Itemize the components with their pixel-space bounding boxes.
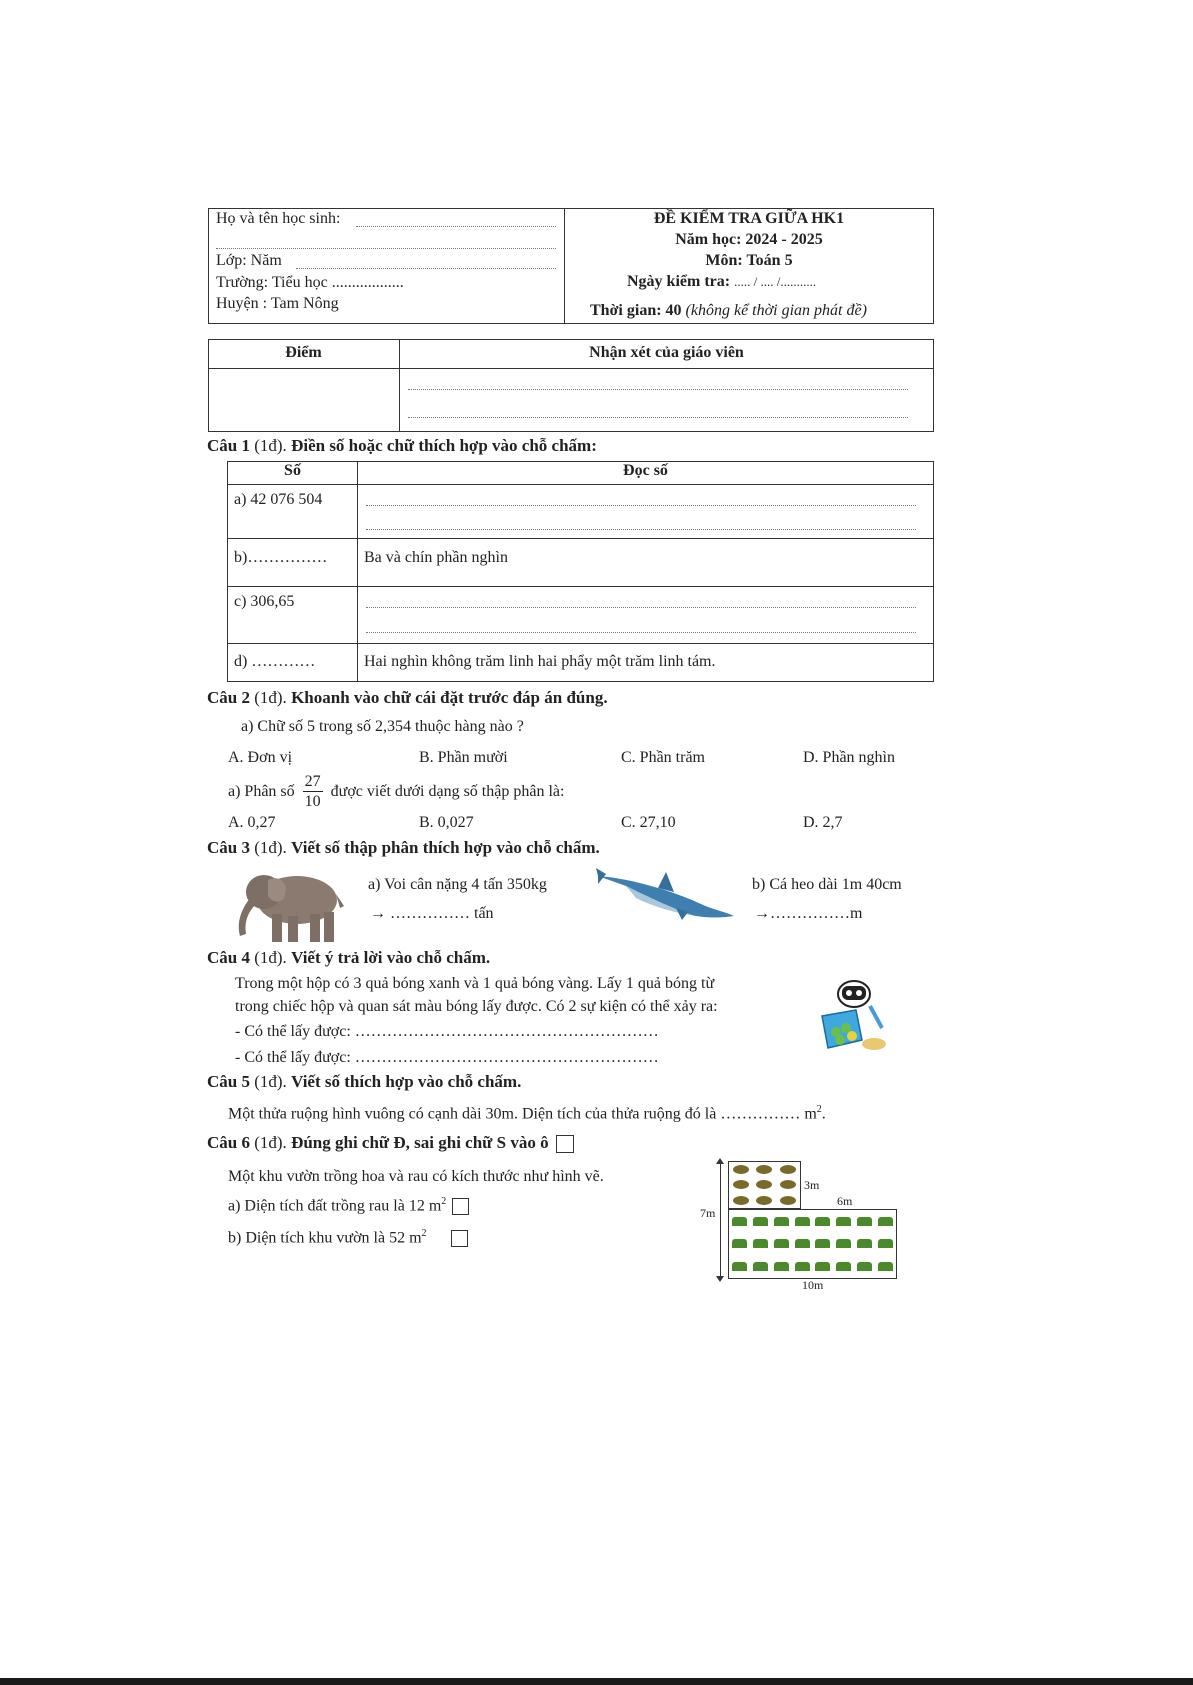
- table-row: [228, 539, 934, 587]
- vegetable-plot: [728, 1209, 897, 1279]
- student-name-line-2: [216, 248, 556, 249]
- test-date-value: ..... / .... /...........: [734, 274, 817, 289]
- q1-row-b-reading: Ba và chín phần nghìn: [358, 539, 934, 587]
- test-date: [627, 273, 816, 291]
- vegetable-icon: [878, 1239, 893, 1248]
- comment-line-2: [408, 417, 908, 418]
- score-header: Điểm: [285, 344, 322, 361]
- vegetable-icon: [774, 1262, 789, 1271]
- comment-line-1: [408, 389, 908, 390]
- flower-plot: [728, 1161, 801, 1209]
- height-arrow-head-bottom: [716, 1276, 724, 1282]
- flower-icon: [780, 1196, 796, 1205]
- q3-heading: [207, 838, 600, 858]
- answer-line: [366, 632, 916, 633]
- school-label: Trường: Tiểu học ..................: [216, 274, 404, 291]
- vegetable-icon: [857, 1262, 872, 1271]
- subject: Môn: Toán 5: [705, 252, 793, 269]
- q4-line-1: Trong một hộp có 3 quả bóng xanh và 1 quả bóng vàng. Lấy 1 quả bóng từ: [235, 975, 715, 992]
- vegetable-icon: [795, 1239, 810, 1248]
- vegetable-icon: [815, 1217, 830, 1226]
- q6-instruction: Đúng ghi chữ Đ, sai ghi chữ S vào ô: [291, 1133, 549, 1152]
- q6-b-text: b) Diện tích khu vườn là 52 m: [228, 1229, 422, 1247]
- q1-col-reading: Đọc số: [358, 462, 934, 485]
- bottom-edge-strip: [0, 1678, 1193, 1685]
- flower-icon: [756, 1196, 772, 1205]
- vegetable-icon: [836, 1217, 851, 1226]
- vegetable-icon: [836, 1262, 851, 1271]
- student-name-line: [356, 226, 556, 227]
- q2-points: (1đ).: [254, 688, 287, 707]
- q4-line-2: trong chiếc hộp và quan sát màu bóng lấy được. Có 2 sự kiện có thể xảy ra:: [235, 998, 718, 1015]
- vegetable-icon: [857, 1239, 872, 1248]
- flower-icon: [756, 1165, 772, 1174]
- robot-box-image: [812, 976, 892, 1056]
- q5-end: .: [821, 1105, 826, 1123]
- q2-b-prefix: a) Phân số: [228, 783, 295, 800]
- q5-sup: 2: [816, 1104, 822, 1115]
- q6-label: Câu 6: [207, 1133, 250, 1152]
- q6-a: [228, 1196, 469, 1215]
- q6-heading: [207, 1133, 574, 1153]
- q4-instruction: Viết ý trả lời vào chỗ chấm.: [291, 948, 491, 967]
- q1-label: Câu 1: [207, 436, 250, 455]
- vegetable-icon: [815, 1239, 830, 1248]
- vegetable-icon: [878, 1262, 893, 1271]
- q6-b-sup: 2: [421, 1228, 427, 1239]
- q4-label: Câu 4: [207, 948, 250, 967]
- label-3m: 3m: [804, 1178, 820, 1192]
- vegetable-icon: [753, 1217, 768, 1226]
- q2-heading: [207, 688, 608, 708]
- q6-a-text: a) Diện tích đất trồng rau là 12 m: [228, 1197, 442, 1215]
- height-arrow: [720, 1161, 721, 1279]
- q6-b: [228, 1228, 468, 1247]
- q1-row-d-reading: Hai nghìn không trăm linh hai phẩy một trăm linh tám.: [358, 644, 934, 682]
- q2-b-option-d[interactable]: D. 2,7: [803, 814, 843, 831]
- garden-figure: [694, 1158, 904, 1290]
- q2-a-option-a[interactable]: A. Đơn vị: [228, 749, 293, 766]
- test-date-label: Ngày kiểm tra:: [627, 273, 731, 290]
- q1-row-b-number[interactable]: b)……………: [228, 539, 358, 587]
- q6-intro: Một khu vườn trồng hoa và rau có kích thước như hình vẽ.: [228, 1168, 604, 1185]
- student-name-label: Họ và tên học sinh:: [216, 210, 341, 227]
- table-row: [228, 587, 934, 644]
- q5-points: (1đ).: [254, 1072, 287, 1091]
- fraction: [303, 772, 323, 811]
- score-table-hline: [208, 368, 934, 369]
- q2-a-option-b[interactable]: B. Phần mười: [419, 749, 508, 766]
- time-note: (không kể thời gian phát đề): [685, 302, 867, 319]
- vegetable-icon: [753, 1262, 768, 1271]
- flower-icon: [733, 1165, 749, 1174]
- q2-label: Câu 2: [207, 688, 250, 707]
- q2-b-suffix: được viết dưới dạng số thập phân là:: [330, 783, 565, 800]
- height-arrow-head-top: [716, 1158, 724, 1164]
- label-6m: 6m: [837, 1194, 853, 1208]
- q1-heading: [207, 436, 597, 456]
- q3-label: Câu 3: [207, 838, 250, 857]
- vegetable-icon: [795, 1217, 810, 1226]
- table-row: [228, 485, 934, 539]
- time-line: [590, 302, 867, 320]
- q1-row-a-number: a) 42 076 504: [228, 485, 358, 539]
- q6-b-checkbox[interactable]: [451, 1230, 468, 1247]
- q4-answer-1[interactable]: - Có thể lấy được: …………………………………………………: [235, 1023, 659, 1040]
- vegetable-icon: [732, 1217, 747, 1226]
- q6-a-sup: 2: [441, 1196, 447, 1207]
- q1-instruction: Điền số hoặc chữ thích hợp vào chỗ chấm:: [291, 436, 597, 455]
- elephant-image: [222, 862, 347, 947]
- q3-a-answer[interactable]: → …………… tấn: [370, 905, 494, 922]
- vegetable-icon: [857, 1217, 872, 1226]
- q6-points: (1đ).: [254, 1133, 287, 1152]
- flower-icon: [733, 1196, 749, 1205]
- q3-b-answer[interactable]: →……………m: [754, 905, 863, 922]
- fraction-numerator: 27: [304, 773, 321, 790]
- q5-heading: [207, 1072, 521, 1092]
- q4-heading: [207, 948, 490, 968]
- q2-a-option-d[interactable]: D. Phần nghìn: [803, 749, 895, 766]
- q4-answer-2[interactable]: - Có thể lấy được: …………………………………………………: [235, 1049, 659, 1066]
- label-7m: 7m: [700, 1206, 716, 1220]
- q5-label: Câu 5: [207, 1072, 250, 1091]
- comment-header: Nhận xét của giáo viên: [589, 344, 744, 361]
- q3-a-text: a) Voi cân nặng 4 tấn 350kg: [368, 876, 547, 893]
- vegetable-icon: [774, 1239, 789, 1248]
- vegetable-icon: [753, 1239, 768, 1248]
- vegetable-icon: [732, 1262, 747, 1271]
- vegetable-icon: [815, 1262, 830, 1271]
- q5-instruction: Viết số thích hợp vào chỗ chấm.: [291, 1072, 522, 1091]
- q2-b-question: [228, 772, 564, 812]
- answer-line: [366, 607, 916, 608]
- fraction-denominator: 10: [304, 793, 321, 810]
- q2-a-question: a) Chữ số 5 trong số 2,354 thuộc hàng nào ?: [241, 718, 524, 735]
- q6-heading-checkbox: [556, 1135, 574, 1153]
- q3-points: (1đ).: [254, 838, 287, 857]
- q1-row-a-reading[interactable]: [358, 485, 934, 539]
- class-label: Lớp: Năm: [216, 252, 282, 269]
- dolphin-image: [596, 868, 736, 928]
- answer-line: [366, 505, 916, 506]
- q2-instruction: Khoanh vào chữ cái đặt trước đáp án đúng.: [291, 688, 608, 707]
- vegetable-icon: [774, 1217, 789, 1226]
- q1-row-c-number: c) 306,65: [228, 587, 358, 644]
- flower-icon: [756, 1180, 772, 1189]
- flower-icon: [780, 1180, 796, 1189]
- class-line: [296, 268, 556, 269]
- q4-points: (1đ).: [254, 948, 287, 967]
- q2-b-option-c[interactable]: C. 27,10: [621, 814, 676, 831]
- q2-b-option-b[interactable]: B. 0,027: [419, 814, 474, 831]
- district-label: Huyện : Tam Nông: [216, 295, 339, 312]
- time-label: Thời gian: 40: [590, 302, 682, 319]
- q1-row-d-number[interactable]: d) …………: [228, 644, 358, 682]
- q1-col-number: Số: [228, 462, 358, 485]
- q6-a-checkbox[interactable]: [452, 1198, 469, 1215]
- q5-text-main: Một thửa ruộng hình vuông có cạnh dài 30m. Diện tích của thửa ruộng đó là …………… m: [228, 1105, 817, 1123]
- vegetable-icon: [836, 1239, 851, 1248]
- flower-icon: [733, 1180, 749, 1189]
- q2-b-option-a[interactable]: A. 0,27: [228, 814, 276, 831]
- label-10m: 10m: [802, 1278, 824, 1292]
- table-row: [228, 644, 934, 682]
- school-year: Năm học: 2024 - 2025: [675, 231, 823, 248]
- exam-title: ĐỀ KIỂM TRA GIỮA HK1: [653, 210, 845, 227]
- q1-row-c-reading[interactable]: [358, 587, 934, 644]
- q2-a-option-c[interactable]: C. Phần trăm: [621, 749, 705, 766]
- q1-points: (1đ).: [254, 436, 287, 455]
- answer-line: [366, 529, 916, 530]
- vegetable-icon: [878, 1217, 893, 1226]
- q1-table: [227, 461, 934, 682]
- flower-icon: [780, 1165, 796, 1174]
- q5-text[interactable]: [228, 1104, 826, 1123]
- q3-b-text: b) Cá heo dài 1m 40cm: [752, 876, 902, 893]
- q3-instruction: Viết số thập phân thích hợp vào chỗ chấm.: [291, 838, 600, 857]
- vegetable-icon: [795, 1262, 810, 1271]
- vegetable-icon: [732, 1239, 747, 1248]
